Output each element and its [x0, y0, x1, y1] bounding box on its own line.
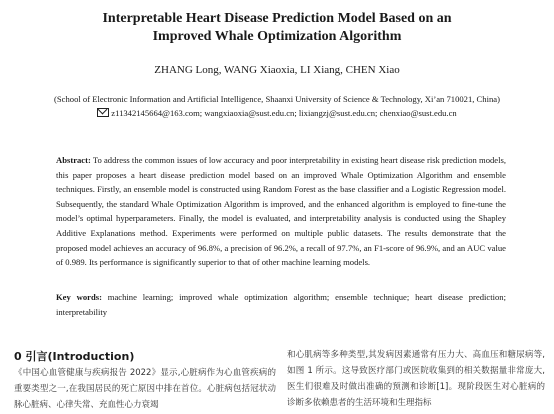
- keywords-label: Key words:: [56, 292, 102, 302]
- email-addresses: z11342145664@163.com; wangxiaoxia@sust.edu.cn; lixiangzj@sust.edu.cn; chenxiao@sust.edu.cn: [111, 108, 457, 118]
- keywords: [56, 290, 506, 319]
- mail-icon: [97, 108, 109, 117]
- email-line: [20, 107, 534, 119]
- author-list: ZHANG Long, WANG Xiaoxia, LI Xiang, CHEN Xiao: [154, 64, 400, 76]
- affiliation: (School of Electronic Information and Artificial Intelligence, Shaanxi University of Science & Technology, Xi’an 710021, China): [54, 94, 500, 104]
- body-column-left: 《中国心血管健康与疾病报告 2022》显示,心脏病作为心血管疾病的重要类型之一,在我国居民的死亡原因中排在首位。心脏病包括冠状动脉心脏病、心律失常、充血性心力衰竭: [14, 368, 276, 410]
- keywords-text: machine learning; improved whale optimization algorithm; ensemble technique; heart disease prediction; interpretability: [56, 292, 506, 317]
- section-heading: 0 引言(Introduction): [14, 350, 135, 363]
- abstract: [56, 153, 506, 270]
- abstract-text: To address the common issues of low accuracy and poor interpretability in existing heart disease risk prediction models, this paper proposes a heart disease prediction model based on an improved Whale Optimization Algorithm and ensemble techniques. Firstly, an ensemble model is constructed using Random Forest as the base classifier and a Logistic Regression model. Subsequently, the standard Whale Optimization Algorithm is improved, and the enhanced algorithm is employed to fine-tune the model’s optimal hyperparameters. Finally, the model is evaluated, and interpretability analysis is conducted using the Shapley Additive Explanations method. Experiments were performed on multiple public datasets. The results demonstrate that the proposed model achieves an accuracy of 96.8%, a precision of 96.2%, a recall of 97.7%, an F1-score of 96.9%, and an AUC value of 0.989. Its performance is significantly superior to that of other machine learning models.: [56, 155, 507, 268]
- body-column-right: 和心肌病等多种类型,其发病因素通常有压力大、高血压和糖尿病等,如图 1 所示。这导致医疗部门或医院收集到的相关数据量非常庞大,医生们很难及时做出准确的预测和诊断[1]。现阶段医生对心脏病的诊断多依赖患者的生活环境和生理指标: [287, 350, 545, 408]
- paper-title: [20, 10, 534, 46]
- abstract-label: Abstract:: [56, 155, 91, 165]
- title-line-1: Interpretable Heart Disease Prediction Model Based on an: [102, 11, 452, 26]
- title-line-2: Improved Whale Optimization Algorithm: [152, 29, 402, 44]
